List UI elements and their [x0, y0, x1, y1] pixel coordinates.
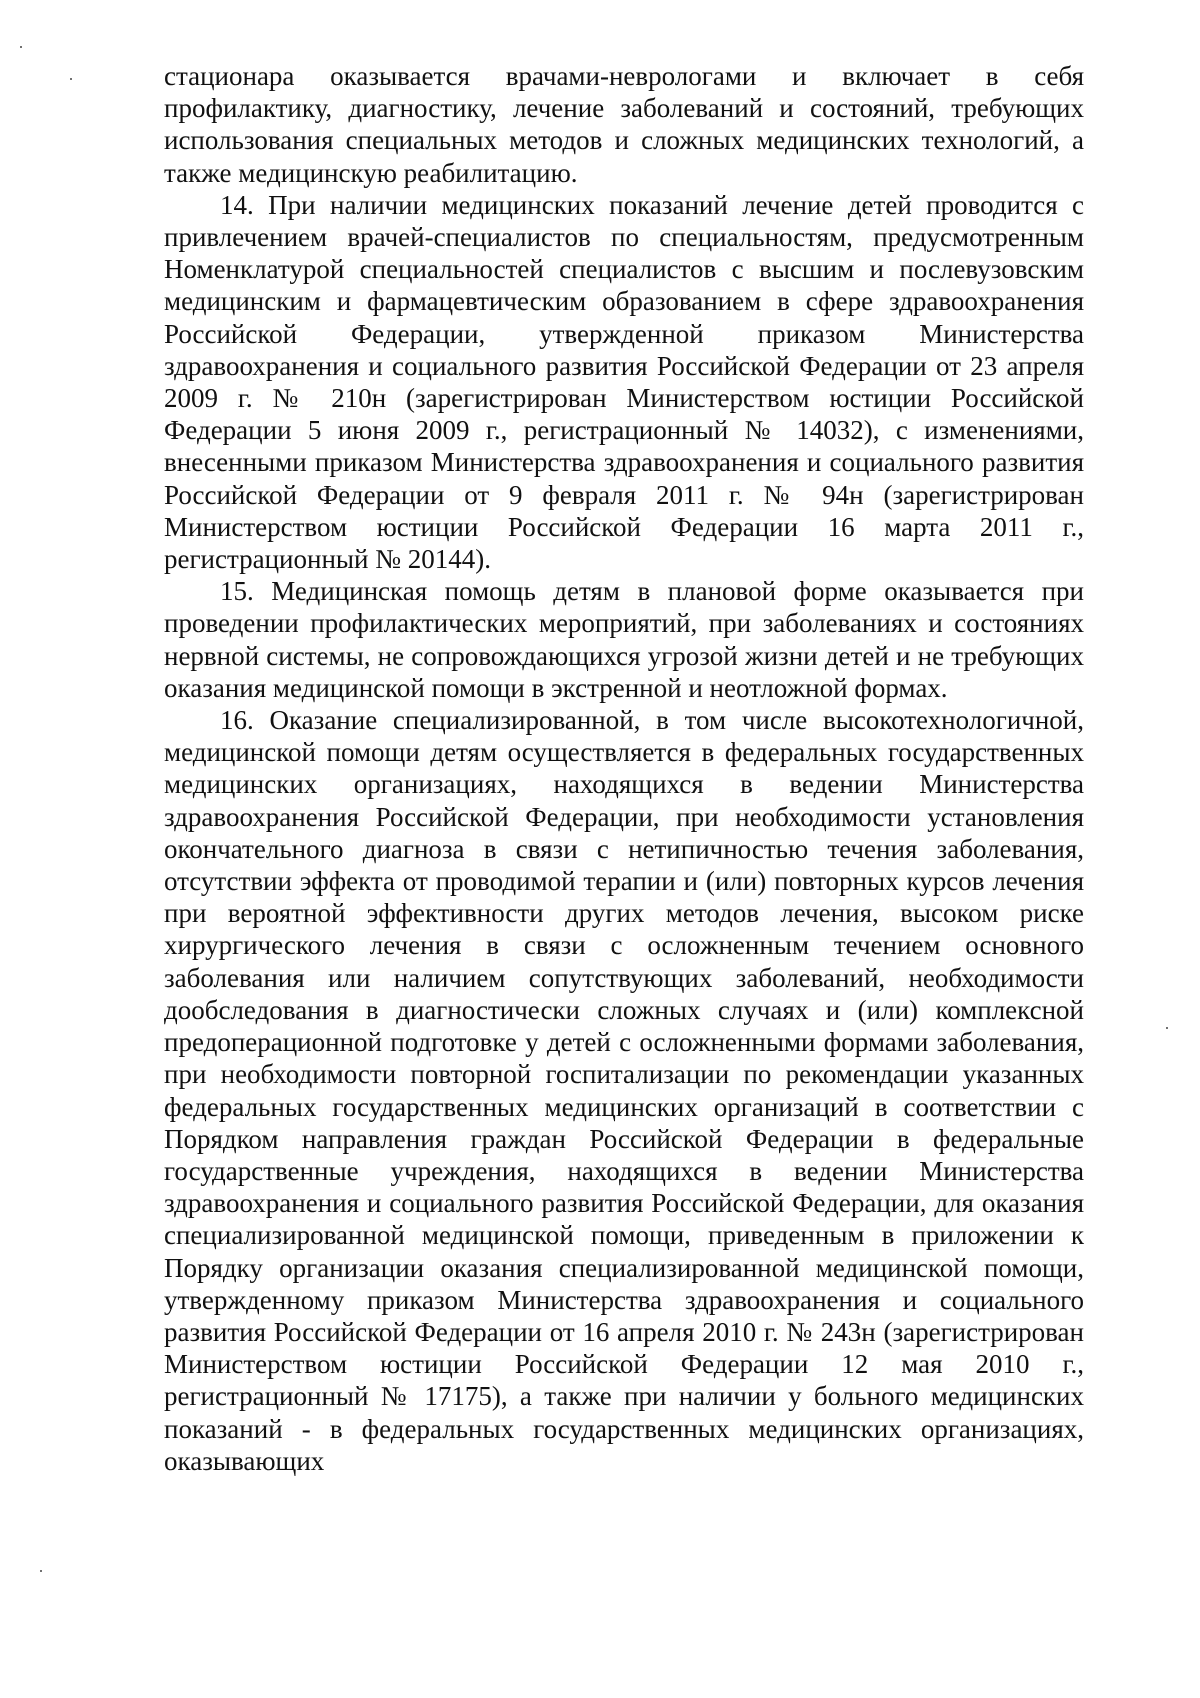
scan-speck [70, 78, 72, 80]
paragraph-continuation: стационара оказывается врачами-неврологами и включает в себя профилактику, диагностику, лечение заболеваний и состояний, требующих использования специальных методов и сложных медицинских технологий, а также медицинскую реабилитацию. [164, 61, 1084, 188]
document-body [164, 60, 1084, 1477]
scan-speck [1166, 1027, 1168, 1029]
scan-speck [20, 46, 22, 48]
scan-speck [40, 1570, 42, 1572]
paragraph-15: 15. Медицинская помощь детям в плановой форме оказывается при проведении профилактических мероприятий, при заболеваниях и состояниях нервной системы, не сопровождающихся угрозой жизни детей и не требующих оказания медицинской помощи в экстренной и неотложной формах. [164, 576, 1084, 703]
paragraph-14: 14. При наличии медицинских показаний лечение детей проводится с привлечением врачей-специалистов по специальностям, предусмотренным Номенклатурой специальностей специалистов с высшим и послевузовским медицинским и фармацевтическим образованием в сфере здравоохранения Российской Федерации, утвержденной приказом Министерства здравоохранения и социального развития Российской Федерации от 23 апреля 2009 г. № 210н (зарегистрирован Министерством юстиции Российской Федерации 5 июня 2009 г., регистрационный № 14032), с изменениями, внесенными приказом Министерства здравоохранения и социального развития Российской Федерации от 9 февраля 2011 г. № 94н (зарегистрирован Министерством юстиции Российской Федерации 16 марта 2011 г., регистрационный № 20144). [164, 189, 1084, 575]
paragraph-16: 16. Оказание специализированной, в том числе высокотехнологичной, медицинской помощи детям осуществляется в федеральных государственных медицинских организациях, находящихся в ведении Министерства здравоохранения Российской Федерации, при необходимости установления окончательного диагноза в связи с нетипичностью течения заболевания, отсутствии эффекта от проводимой терапии и (или) повторных курсов лечения при вероятной эффективности других методов лечения, высоком риске хирургического лечения в связи с осложненным течением основного заболевания или наличием сопутствующих заболеваний, необходимости дообследования в диагностически сложных случаях и (или) комплексной предоперационной подготовке у детей с осложненными формами заболевания, при необходимости повторной госпитализации по рекомендации указанных федеральных государственных медицинских организаций в соответствии с Порядком направления граждан Российской Федерации в федеральные государственные учреждения, находящихся в ведении Министерства здравоохранения и социального развития Российской Федерации, для оказания специализированной медицинской помощи, приведенным в приложении к Порядку организации оказания специализированной медицинской помощи, утвержденному приказом Министерства здравоохранения и социального развития Российской Федерации от 16 апреля 2010 г. № 243н (зарегистрирован Министерством юстиции Российской Федерации 12 мая 2010 г., регистрационный № 17175), а также при наличии у больного медицинских показаний - в федеральных государственных медицинских организациях, оказывающих [164, 705, 1084, 1476]
